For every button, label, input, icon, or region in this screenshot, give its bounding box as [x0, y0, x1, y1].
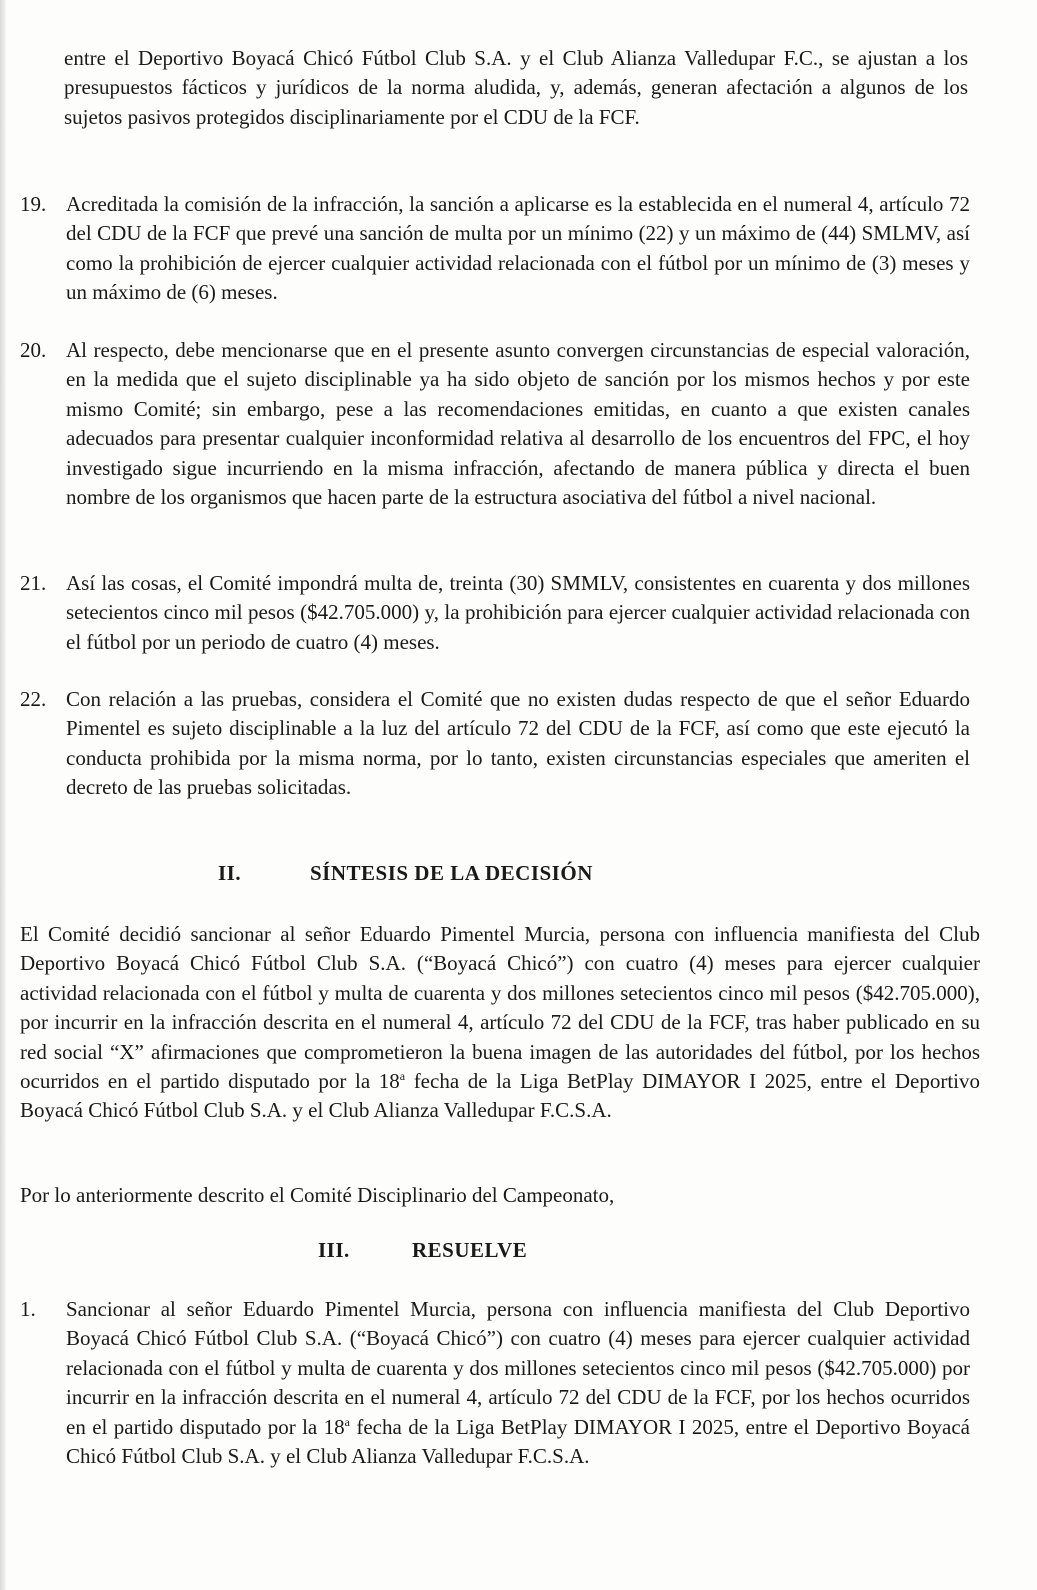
section-title: SÍNTESIS DE LA DECISIÓN: [310, 861, 593, 885]
section-title: RESUELVE: [412, 1238, 528, 1262]
item-text: [66, 1295, 970, 1471]
summary-text-a: El Comité decidió sancionar al señor Eduardo Pimentel Murcia, persona con influencia manifiesta del Club Deportivo Boyacá Chicó Fútbol Club S.A. (“Boyacá Chicó”) con cuatro (4) meses para ejercer cualquier actividad relacionada con el fútbol y multa de cuarenta y dos millones setecientos cinco mil pesos ($42.705.000), por incurrir en la infracción descrita en el numeral 4, artículo 72 del CDU de la FCF, tras haber publicado en su red social “X” afirmaciones que comprometieron la buena imagen de las autoridades del fútbol, por los hechos ocurridos en el partido disputado por la 18: [20, 922, 980, 1094]
item-text-b: fecha de la Liga BetPlay DIMAYOR I 2025, entre el Deportivo Boyacá Chicó Fútbol Club S.A. y el Club Alianza Valledupar F.C.S.A.: [66, 1414, 970, 1469]
point-text: Al respecto, debe mencionarse que en el presente asunto convergen circunstancias de especial valoración, en la medida que el sujeto disciplinable ya ha sido objeto de sanción por los mismos hechos y por este mismo Comité; sin embargo, pese a las recomendaciones emitidas, en cuanto a que existen canales adecuados para presentar cualquier inconformidad relativa al desarrollo de los encuentros del FPC, el hoy investigado sigue incurriendo en la misma infracción, afectando de manera pública y directa el buen nombre de los organismos que hacen parte de la estructura asociativa del fútbol a nivel nacional.: [66, 338, 970, 510]
numbered-point-20: [20, 336, 970, 512]
scan-edge: [0, 0, 6, 1590]
ordinal-sup: a: [344, 1414, 350, 1429]
numbered-point-21: [20, 569, 970, 657]
resolution-item-1: [20, 1295, 970, 1471]
point-text: Así las cosas, el Comité impondrá multa de, treinta (30) SMMLV, consistentes en cuarenta y dos millones setecientos cinco mil pesos ($42.705.000) y, la prohibición para ejercer cualquier actividad relacionada con el fútbol por un periodo de cuatro (4) meses.: [66, 571, 970, 654]
point-number: 19.: [20, 192, 47, 216]
point-text: Acreditada la comisión de la infracción, la sanción a aplicarse es la establecida en el numeral 4, artículo 72 del CDU de la FCF que prevé una sanción de multa por un mínimo (22) y un máximo de (44) SMLMV, así como la prohibición de ejercer cualquier actividad relacionada con el fútbol por un mínimo de (3) meses y un máximo de (6) meses.: [66, 192, 970, 305]
section-roman: III.: [318, 1238, 350, 1262]
decision-summary-paragraph: [20, 920, 980, 1126]
point-number: 21.: [20, 571, 47, 595]
intro-continuation: entre el Deportivo Boyacá Chicó Fútbol Club S.A. y el Club Alianza Valledupar F.C., se ajustan a los presupuestos fácticos y jurídicos de la norma aludida, y, además, generan afectación a algunos de los sujetos pasivos protegidos disciplinariamente por el CDU de la FCF.: [64, 46, 968, 129]
point-text: Con relación a las pruebas, considera el Comité que no existen dudas respecto de que el señor Eduardo Pimentel es sujeto disciplinable a la luz del artículo 72 del CDU de la FCF, así como que este ejecutó la conducta prohibida por la misma norma, por lo tanto, existen circunstancias especiales que ameriten el decreto de las pruebas solicitadas.: [66, 687, 970, 800]
item-text-a: Sancionar al señor Eduardo Pimentel Murcia, persona con influencia manifiesta del Club Deportivo Boyacá Chicó Fútbol Club S.A. (“Boyacá Chicó”) con cuatro (4) meses para ejercer cualquier actividad relacionada con el fútbol y multa de cuarenta y dos millones setecientos cinco mil pesos ($42.705.000) por incurrir en la infracción descrita en el numeral 4, artículo 72 del CDU de la FCF, por los hechos ocurridos en el partido disputado por la 18: [66, 1297, 970, 1439]
point-number: 22.: [20, 687, 47, 711]
numbered-point-22: [20, 685, 970, 803]
point-number: 20.: [20, 338, 47, 362]
section-roman: II.: [218, 861, 242, 885]
item-number: 1.: [20, 1297, 36, 1321]
closing-statement: Por lo anteriormente descrito el Comité Disciplinario del Campeonato,: [20, 1183, 615, 1207]
summary-text-b: fecha de la Liga BetPlay DIMAYOR I 2025, entre el Deportivo Boyacá Chicó Fútbol Club S.A. y el Club Alianza Valledupar F.C.S.A.: [20, 1069, 980, 1123]
ordinal-sup: a: [399, 1069, 406, 1084]
numbered-point-19: [20, 190, 970, 308]
